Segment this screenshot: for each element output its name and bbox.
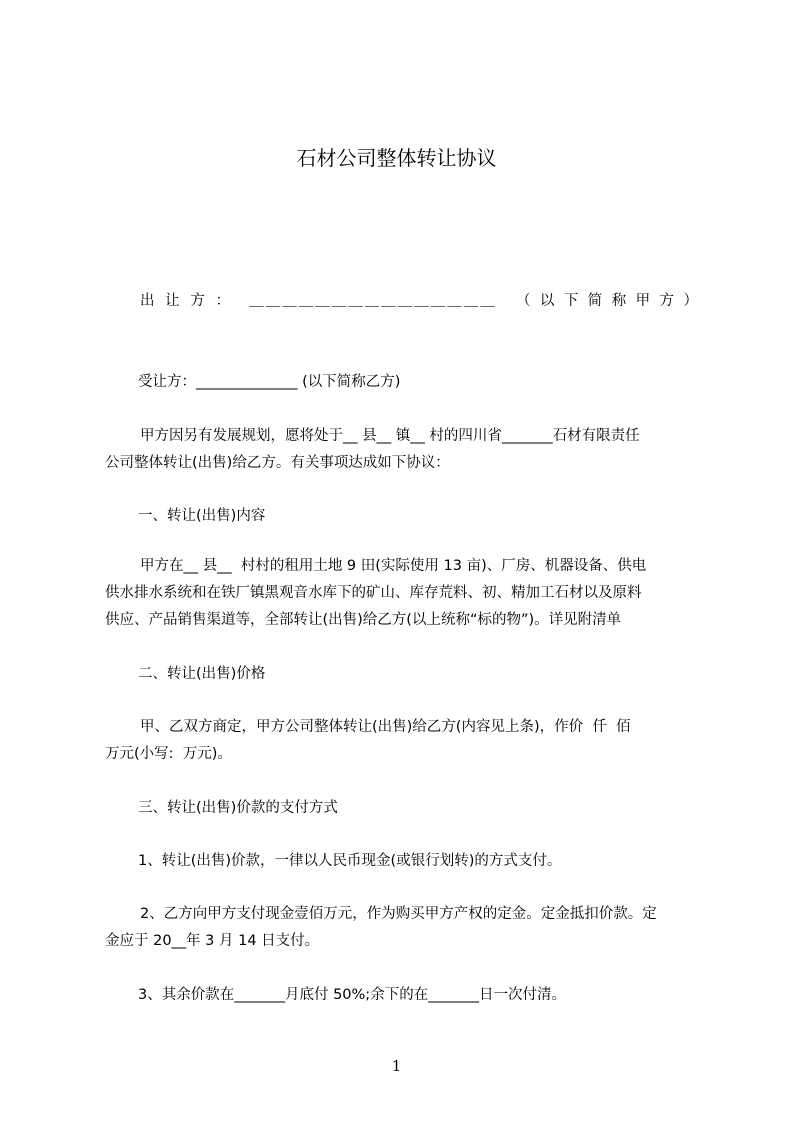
clause-1: 1、转让(出售)价款，一律以人民币现金(或银行划转)的方式支付。 [138, 853, 562, 869]
clause-3: 3、其余价款在_______月底付 50%;余下的在_______日一次付清。 [138, 987, 566, 1003]
suffix-char: （ [516, 293, 531, 309]
transferor-label [140, 292, 230, 310]
transferor-suffix [516, 292, 698, 310]
transferee-line: 受让方：______________ (以下简称乙方) [138, 374, 401, 390]
suffix-char: 简 [587, 293, 603, 309]
section-1-line-2: 供水排水系统和在铁厂镇黑观音水库下的矿山、库存荒料、初、精加工石材以及原料 [105, 585, 642, 601]
section-2-line-1: 甲、乙双方商定，甲方公司整体转让(出售)给乙方(内容见上条)，作价 仟 佰 [140, 719, 631, 735]
label-char: ： [215, 293, 230, 309]
clause-2-line-1: 2、乙方向甲方支付现金壹佰万元，作为购买甲方产权的定金。定金抵扣价款。定 [140, 906, 657, 922]
suffix-char: 称 [611, 293, 627, 309]
document-title: 石材公司整体转让协议 [296, 146, 497, 170]
suffix-char: 下 [563, 293, 579, 309]
label-char: 方 [190, 293, 205, 309]
suffix-char: 以 [539, 293, 555, 309]
clause-2-line-2: 金应于 20__年 3 月 14 日支付。 [105, 933, 320, 949]
intro-line-1: 甲方因另有发展规划，愿将处于__ 县__ 镇__ 村的四川省_______石材有限责任 [140, 428, 640, 444]
transferor-blank: ＿＿＿＿＿＿＿＿＿＿＿＿＿＿＿ [249, 293, 497, 309]
transferor-line [140, 292, 698, 310]
section-1-heading: 一、转让(出售)内容 [138, 508, 266, 524]
intro-line-2: 公司整体转让(出售)给乙方。有关事项达成如下协议： [105, 455, 450, 471]
page-number: 1 [391, 1057, 402, 1075]
section-2-line-2: 万元(小写: 万元)。 [105, 746, 232, 762]
label-char: 出 [140, 293, 155, 309]
label-char: 让 [165, 293, 180, 309]
suffix-char: 甲 [635, 293, 651, 309]
suffix-char: 方 [659, 293, 675, 309]
suffix-char: ） [683, 293, 698, 309]
section-2-heading: 二、转让(出售)价格 [138, 666, 266, 682]
section-1-line-1: 甲方在__ 县__ 村村的租用土地 9 田(实际使用 13 亩)、厂房、机器设备、供电 [140, 558, 647, 574]
section-3-heading: 三、转让(出售)价款的支付方式 [138, 800, 338, 816]
section-1-line-3: 供应、产品销售渠道等，全部转让(出售)给乙方(以上统称“标的物”)。详见附清单 [105, 612, 622, 628]
